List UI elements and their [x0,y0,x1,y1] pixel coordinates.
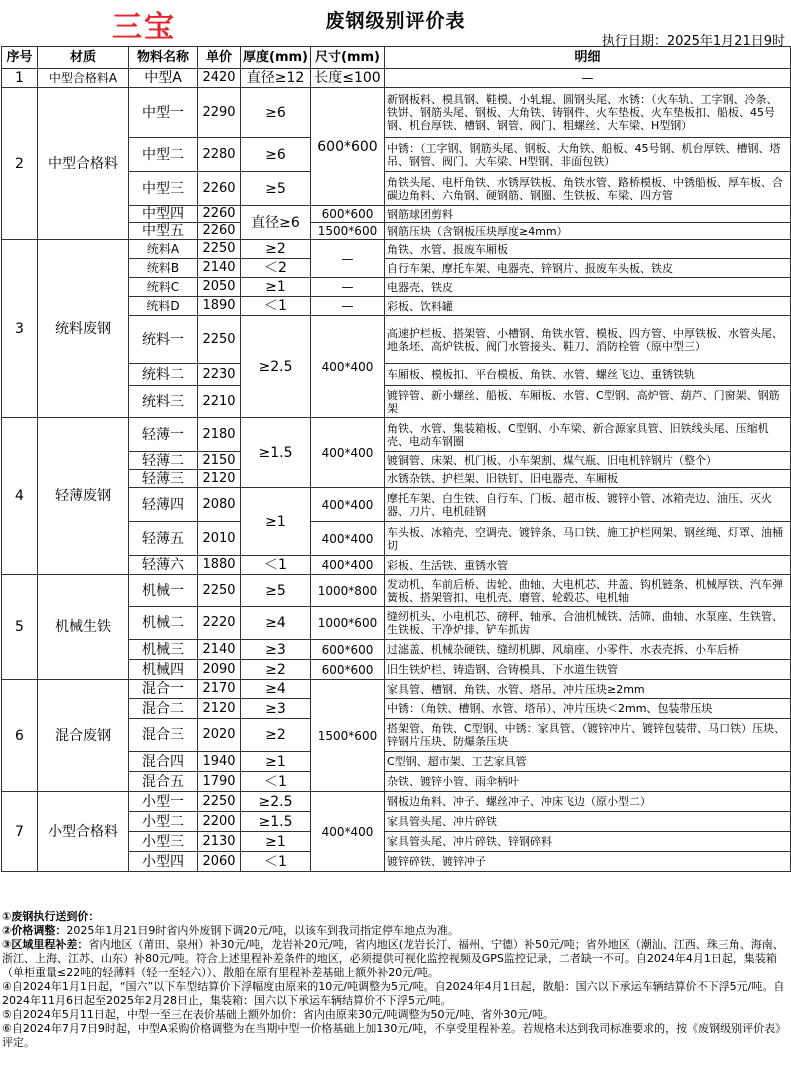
item-name: 统料B [129,259,198,278]
detail-cell: 缝纫机头、小电机芯、磅秤、轴承、合油机械铁、活筛、曲轴、水泵座、生铁管、生铁板、干净炉排、铲车抓齿 [385,607,791,640]
detail-cell: 车厢板、模板扣、平台模板、角铁、水管、螺丝飞边、重锈铁轨 [385,364,791,386]
detail-cell: 彩板、饮料罐 [385,297,791,316]
detail-cell: 钢筋球团剪料 [385,206,791,223]
row-number: 4 [2,418,38,575]
material-cell: 小型合格料 [38,792,129,872]
note-item [2,1022,788,1050]
detail-cell: — [385,69,791,88]
size-cell: 1000*800 [311,575,385,607]
thickness-cell: ≥2 [241,719,311,752]
detail-cell: 镀锌管、新小螺丝、船板、车厢板、水管、C型钢、高炉管、葫芦、门窗架、钢筋架 [385,386,791,418]
detail-cell: 彩板、生活铁、重锈水管 [385,556,791,575]
col-header: 单价 [198,47,241,69]
detail-cell: 角铁、水管、报废车厢板 [385,240,791,259]
material-cell: 统料废钢 [38,240,129,418]
detail-cell: 旧生铁炉栏、铸造钢、合铸模具、下水道生铁管 [385,660,791,680]
detail-cell: 镀铜管、床架、机门板、小车架割、煤气瓶、旧电机锌钢片（整个） [385,452,791,470]
table-row [2,69,791,88]
material-cell: 中型合格料 [38,88,129,240]
price-cell: 2060 [198,852,241,872]
thickness-cell: ≥1.5 [241,812,311,832]
detail-cell: 中锈：（角铁、槽钢、水管、塔吊）、冲片压块＜2mm、包装带压块 [385,699,791,719]
detail-cell: 搭架管、角铁、C型钢、中锈：家具管、（镀锌冲片、镀锌包装带、马口铁）压块、锌钢片压块、防爆条压块 [385,719,791,752]
size-cell: — [311,240,385,278]
item-name: 中型二 [129,138,198,172]
price-cell: 2150 [198,452,241,470]
item-name: 轻薄四 [129,488,198,522]
detail-cell: 中锈：（工字钢、钢筋头尾、钢板、大角铁、船板、45号钢、机台厚铁、槽钢、塔吊、钢管、阀门、大车梁、H型钢、非面包铁） [385,138,791,172]
thickness-cell: ≥1 [241,488,311,556]
detail-cell: 车头板、冰箱壳、空调壳、镀锌条、马口铁、施工护栏网架、钢丝绳、灯罩、油桶切 [385,522,791,556]
detail-cell: 家具管头尾、冲片碎铁 [385,812,791,832]
size-cell: 1500*600 [311,223,385,240]
material-cell: 中型合格料A [38,69,129,88]
price-cell: 1790 [198,772,241,792]
price-cell: 2280 [198,138,241,172]
thickness-cell: ＜1 [241,772,311,792]
price-cell: 2230 [198,364,241,386]
thickness-cell: ≥1 [241,278,311,297]
item-name: 轻薄一 [129,418,198,452]
note-item [2,924,788,938]
item-name: 轻薄三 [129,470,198,488]
thickness-cell: ≥2.5 [241,316,311,418]
row-number: 3 [2,240,38,418]
thickness-cell: ≥4 [241,680,311,699]
size-cell: 1000*600 [311,607,385,640]
item-name: 混合二 [129,699,198,719]
price-cell: 2250 [198,240,241,259]
note-title: ③区域里程补差： [2,938,89,951]
price-cell: 2260 [198,223,241,240]
thickness-cell: 直径≥6 [241,206,311,240]
item-name: 小型二 [129,812,198,832]
note-text: 2025年1月21日9时省内外废钢下调20元/吨，以该车到我司指定停车地点为准。 [66,924,460,937]
detail-cell: 摩托车架、白生铁、自行车、门板、超市板、镀锌小管、冰箱壳边、油压、灭火器、刀片、电机硅钢 [385,488,791,522]
item-name: 中型一 [129,88,198,138]
item-name: 混合三 [129,719,198,752]
detail-cell: 自行车架、摩托车架、电器壳、锌钢片、报废车头板、铁皮 [385,259,791,278]
item-name: 统料A [129,240,198,259]
table-row [2,575,791,607]
item-name: 轻薄六 [129,556,198,575]
note-title: ①废钢执行送到价： [2,910,100,923]
price-cell: 2010 [198,522,241,556]
note-item [2,980,788,1008]
thickness-cell: ≥1 [241,832,311,852]
thickness-cell: ≥6 [241,88,311,138]
thickness-cell: ≥6 [241,138,311,172]
table-row [2,680,791,699]
execution-date: 执行日期：2025年1月21日9时 [601,34,785,49]
price-cell: 2020 [198,719,241,752]
price-cell: 2080 [198,488,241,522]
price-cell: 2140 [198,259,241,278]
row-number: 7 [2,792,38,872]
row-number: 6 [2,680,38,792]
price-cell: 2120 [198,470,241,488]
detail-cell: 过滤盖、机械杂硬铁、缝纫机脚、风扇座、小零件、水表壳拆、小车后桥 [385,640,791,660]
note-item [2,1008,788,1022]
detail-cell: C型钢、超市架、工艺家具管 [385,752,791,772]
price-cell: 2220 [198,607,241,640]
note-item [2,938,788,980]
thickness-cell: ≥2.5 [241,792,311,812]
row-number: 2 [2,88,38,240]
material-cell: 混合废钢 [38,680,129,792]
detail-cell: 高速护栏板、搭架管、小槽钢、角铁水管、模板、四方管、中厚铁板、水管头尾、地条坯、高炉铁板、阀门水管接头、鞋刀、消防栓管（原中型三） [385,316,791,364]
item-name: 轻薄五 [129,522,198,556]
thickness-cell: ＜1 [241,852,311,872]
note-text: ⑤自2024年5月11日起，中型一至三在表价基础上额外加价：省内由原来30元/吨调整为50元/吨、省外30元/吨。 [2,1008,554,1021]
price-cell: 1880 [198,556,241,575]
note-title: ②价格调整： [2,924,67,937]
size-cell: 600*600 [311,640,385,660]
detail-cell: 发动机、车前后桥、齿轮、曲轴、大电机芯、井盖、钩机链条、机械厚铁、汽车弹簧板、搭架管扣、电机壳、磨管、轮毂芯、电机轴 [385,575,791,607]
item-name: 混合五 [129,772,198,792]
item-name: 混合一 [129,680,198,699]
price-cell: 2420 [198,69,241,88]
note-text: ⑥自2024年7月7日9时起，中型A采购价格调整为在当期中型一价格基础上加130元/吨，不享受里程补差。若规格未达到我司标准要求的，按《废钢级别评价表》评定。 [2,1022,787,1049]
detail-cell: 电器壳、铁皮 [385,278,791,297]
price-cell: 2170 [198,680,241,699]
item-name: 中型四 [129,206,198,223]
detail-cell: 水锈杂铁、护栏架、旧铁钉、旧电器壳、车厢板 [385,470,791,488]
thickness-cell: ≥5 [241,172,311,206]
item-name: 机械四 [129,660,198,680]
item-name: 小型一 [129,792,198,812]
col-header: 尺寸(mm) [311,47,385,69]
item-name: 轻薄二 [129,452,198,470]
price-table [1,46,791,872]
size-cell: 400*400 [311,556,385,575]
item-name: 混合四 [129,752,198,772]
size-cell: 400*400 [311,418,385,488]
note-item [2,910,788,924]
thickness-cell: ≥5 [241,575,311,607]
table-row [2,418,791,452]
detail-cell: 杂铁、镀锌小管、雨伞柄叶 [385,772,791,792]
item-name: 中型A [129,69,198,88]
price-cell: 1890 [198,297,241,316]
material-cell: 轻薄废钢 [38,418,129,575]
price-cell: 2250 [198,792,241,812]
item-name: 中型五 [129,223,198,240]
item-name: 机械三 [129,640,198,660]
item-name: 统料三 [129,386,198,418]
detail-cell: 钢筋压块（含钢板压块厚度≥4mm） [385,223,791,240]
price-cell: 2260 [198,172,241,206]
table-row [2,88,791,138]
col-header: 厚度(mm) [241,47,311,69]
size-cell: — [311,278,385,297]
size-cell: 400*400 [311,792,385,872]
price-cell: 2120 [198,699,241,719]
size-cell: 600*600 [311,206,385,223]
item-name: 统料二 [129,364,198,386]
item-name: 统料一 [129,316,198,364]
company-logo: 三宝 [112,10,176,45]
price-cell: 2250 [198,575,241,607]
detail-cell: 镀锌碎铁、镀锌冲子 [385,852,791,872]
item-name: 机械二 [129,607,198,640]
material-cell: 机械生铁 [38,575,129,680]
detail-cell: 新钢板料、模具钢、鞋模、小轧辊、圆钢头尾、水锈：（火车轨、工字钢、冷条、铁饼、钢筋头尾、钢板、大角铁、铸钢件、火车垫板、火车垫板扣、船板、45号钢、机台厚铁、槽钢、钢管、阀门、粗螺丝、大车梁、H型钢） [385,88,791,138]
table-row [2,240,791,259]
notes-section [2,910,788,1050]
item-name: 小型四 [129,852,198,872]
size-cell: 长度≤100 [311,69,385,88]
price-cell: 2250 [198,316,241,364]
price-cell: 2200 [198,812,241,832]
price-cell: 2130 [198,832,241,852]
size-cell: 1500*600 [311,680,385,792]
thickness-cell: ≥3 [241,699,311,719]
note-text: ④自2024年1月1日起，“国六”以下车型结算价下浮幅度由原来的10元/吨调整为5元/吨。自2024年4月1日起，散船：国六以下承运车辆结算价不下浮5元/吨。自2024年11月6日起至2025年2月28日止，集装箱：国六以下承运车辆结算价不下浮5元/吨。 [2,980,785,1007]
size-cell: — [311,297,385,316]
col-header: 材质 [38,47,129,69]
detail-cell: 角铁头尾、电杆角铁、水锈厚铁板、角铁水管、路桥模板、中锈船板、厚车板、合碳边角料、六角钢、硬钢筋、钢圈、生铁板、车梁、四方管 [385,172,791,206]
table-row [2,792,791,812]
price-cell: 2140 [198,640,241,660]
price-cell: 2090 [198,660,241,680]
price-cell: 2180 [198,418,241,452]
col-header: 物料名称 [129,47,198,69]
detail-cell: 钢板边角料、冲子、螺丝冲子、冲床飞边（原小型二） [385,792,791,812]
price-cell: 1940 [198,752,241,772]
thickness-cell: ≥1 [241,752,311,772]
thickness-cell: ≥3 [241,640,311,660]
size-cell: 400*400 [311,488,385,522]
thickness-cell: ≥4 [241,607,311,640]
size-cell: 600*600 [311,660,385,680]
note-text: 省内地区（莆田、泉州）补30元/吨，龙岩补20元/吨，省内地区(龙岩长汀、福州、宁德）补50元/吨；省外地区（潮汕、江西、珠三角、海南、浙江、上海、江苏、山东）补80元/吨。符合上述里程补差条件的地区，必须提供可视化监控视频及GPS监控记录，二者缺一不可。自2024年4月1日起，集装箱（单柜重量≤22吨的轻薄料（轻一至轻六））、散船在原有里程补差基础上额外补20元/吨。 [2,938,784,979]
thickness-cell: ≥2 [241,240,311,259]
item-name: 机械一 [129,575,198,607]
col-header: 序号 [2,47,38,69]
row-number: 1 [2,69,38,88]
price-cell: 2290 [198,88,241,138]
item-name: 小型三 [129,832,198,852]
thickness-cell: ＜1 [241,297,311,316]
price-cell: 2260 [198,206,241,223]
size-cell: 400*400 [311,522,385,556]
thickness-cell: ＜1 [241,556,311,575]
thickness-cell: 直径≥12 [241,69,311,88]
detail-cell: 家具管、槽钢、角铁、水管、塔吊、冲片压块≥2mm [385,680,791,699]
thickness-cell: ＜2 [241,259,311,278]
size-cell: 600*600 [311,88,385,206]
size-cell: 400*400 [311,316,385,418]
price-cell: 2210 [198,386,241,418]
price-cell: 2050 [198,278,241,297]
item-name: 统料C [129,278,198,297]
thickness-cell: ≥2 [241,660,311,680]
col-header: 明细 [385,47,791,69]
thickness-cell: ≥1.5 [241,418,311,488]
row-number: 5 [2,575,38,680]
detail-cell: 角铁、水管、集装箱板、C型钢、小车梁、新合源家具管、旧铁线头尾、压缩机壳、电动车钢圈 [385,418,791,452]
table-header-row [2,47,791,69]
page-title: 废钢级别评价表 [325,10,466,32]
detail-cell: 家具管头尾、冲片碎铁、锌钢碎料 [385,832,791,852]
item-name: 中型三 [129,172,198,206]
item-name: 统料D [129,297,198,316]
